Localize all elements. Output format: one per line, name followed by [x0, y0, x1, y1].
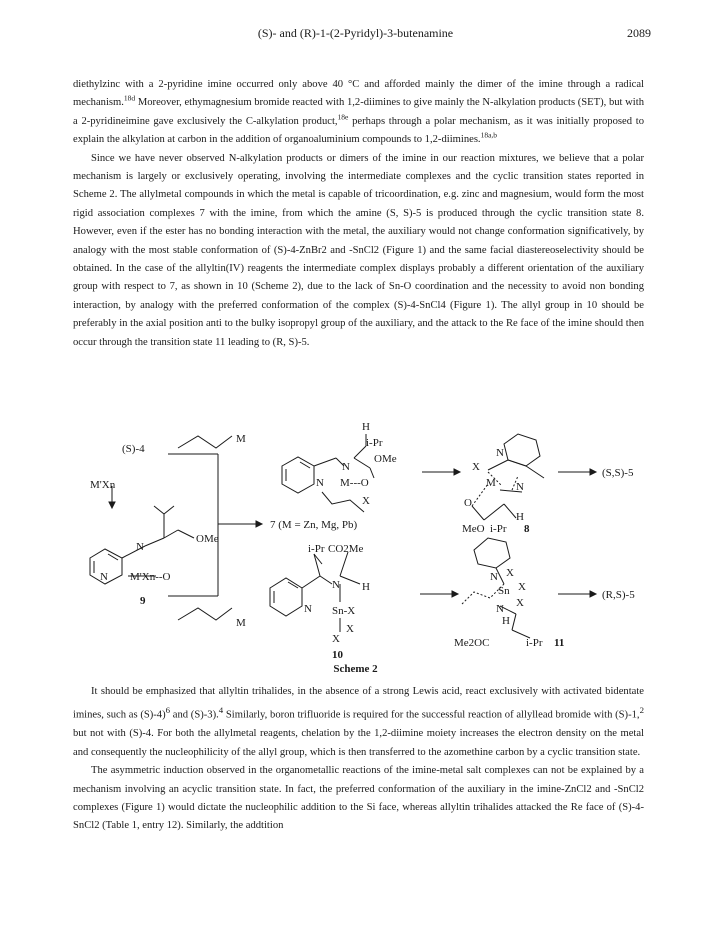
- label-sn-11: Sn: [498, 585, 510, 597]
- scheme-caption: Scheme 2: [333, 663, 378, 675]
- label-compound-9: 9: [140, 595, 146, 607]
- paragraph-2: Since we have never observed N-alkylation products or dimers of the imine in our reaction mixtures, we believe that a polar mechanism is largely or exclusively operating, involving the intermediate complexes and the cyclic transition states reported in Scheme 2. The allylmetal compounds in which the metal is capable of tricoordination, e.g. zinc and magnesium, would form the most rigid association complexes 7 with the imine, from which the amine (S, S)-5 is produced through the cyclic transition state 8. However, even if the ester has no bonding interaction with the metal, the auxiliary would not change conformation significatively, by analogy with the most stable conformation of (S)-4-ZnBr2 and -SnCl2 (Figure 1) and the same facial diastereoselectivity should be obtained. In the case of the allyltin(IV) reagents the intermediate complex displays probably a different orientation of the auxiliary group with respect to 7, as shown in 10 (Scheme 2), due to the lack of Sn-O coordination and the necessity to avoid non bonding interaction, by analogy with the preferred conformation of the complex (S)-4-SnCl4 (Figure 1). The allyl group in 10 should be preferably in the axial position anti to the bulky isopropyl group of the auxiliary, and the attack to the Re face of the imine should then occur through the transition state 11 leading to (R, S)-5.: [73, 152, 644, 348]
- label-o-8: O: [464, 497, 472, 509]
- label-ipr-7: i-Pr: [366, 437, 383, 449]
- label-n-11b: N: [496, 603, 504, 615]
- scheme-2-figure: [70, 408, 650, 658]
- pyridine-ring-8: [504, 434, 540, 466]
- label-compound-11: 11: [554, 637, 565, 649]
- label-x-7: X: [362, 495, 370, 507]
- label-compound-8: 8: [524, 523, 530, 535]
- label-caption-7: 7 (M = Zn, Mg, Pb): [270, 519, 358, 531]
- label-n-10b: N: [304, 603, 312, 615]
- label-h-10: H: [362, 581, 370, 593]
- label-ome-7: OMe: [374, 453, 397, 465]
- label-allyl-m-top: M: [236, 433, 246, 445]
- label-h-7: H: [362, 421, 370, 433]
- pyridine-ring-10: [270, 578, 302, 616]
- label-x-10a: X: [332, 633, 340, 645]
- label-x-8: X: [472, 461, 480, 473]
- label-mx-9: M'Xn--O: [130, 571, 171, 583]
- label-sn-10: Sn-X: [332, 605, 356, 617]
- label-co2me-10: CO2Me: [328, 543, 364, 555]
- label-n-11a: N: [490, 571, 498, 583]
- running-title: (S)- and (R)-1-(2-Pyridyl)-3-butenamine: [257, 26, 454, 40]
- label-ipr-8: i-Pr: [490, 523, 507, 535]
- page-number: 2089: [627, 26, 651, 40]
- label-n1-9: N: [136, 541, 144, 553]
- paragraph-1: diethylzinc with a 2-pyridine imine occurred only above 40 °C and afforded mainly the dimer of the imine through a radical mechanism.$^{18d}$ Moreover, ethymagnesium bromide reacted with 1,2-diimines to give mainly the N-alkylation products (SET), but with a 2-pyridineimine gave exclusively the C-alkylation product,$^{18e}$ perhaps through a polar mechanism, as it was initially proposed to explain the alkylation at carbon in the addition of organoaluminium compounds to 1,2-diimines.$^{18a,b}$: [73, 79, 644, 146]
- paragraph-4: The asymmetric induction observed in the organometallic reactions of the imine-metal salt complexes can not be explained by a mechanism involving an acyclic transition state. In fact, the preferred conformation of the auxiliary in the imine-ZnCl2 and -SnCl2 complexes (Figure 1) would dictate the nucleophilic addition to the Si face, whereas allyltin trihalides attacked the Re face of (S)-4-SnCl2 (Table 1, entry 12). Similarly, the addtition: [73, 765, 644, 832]
- page-header: [0, 26, 711, 42]
- label-mxn: M'Xn: [90, 479, 116, 491]
- label-n-10a: N: [332, 579, 340, 591]
- allyl-group-bottom: [178, 608, 232, 620]
- label-h-8: H: [516, 511, 524, 523]
- label-meo-8: MeO: [462, 523, 485, 535]
- label-x-11b: X: [518, 581, 526, 593]
- pyridine-ring-7: [282, 457, 314, 493]
- label-m-7: M---O: [340, 477, 369, 489]
- label-x-11c: X: [516, 597, 524, 609]
- label-s4: (S)-4: [122, 443, 145, 455]
- allyl-group-7: [322, 492, 364, 512]
- label-me2oc-11: Me2OC: [454, 637, 490, 649]
- label-n-8b: N: [516, 481, 524, 493]
- label-h-11: H: [502, 615, 510, 627]
- label-product-rs: (R,S)-5: [602, 589, 635, 601]
- label-ipr-11: i-Pr: [526, 637, 543, 649]
- label-n-7a: N: [342, 461, 350, 473]
- scheme-drawing: [70, 408, 650, 658]
- body-text-lower: [73, 683, 644, 836]
- label-ipr-10: i-Pr: [308, 543, 325, 555]
- label-x-11a: X: [506, 567, 514, 579]
- label-n-7b: N: [316, 477, 324, 489]
- label-n2-9: N: [100, 571, 108, 583]
- label-ome-9: OMe: [196, 533, 219, 545]
- label-allyl-m-bottom: M: [236, 617, 246, 629]
- label-n-8a: N: [496, 447, 504, 459]
- paragraph-3: It should be emphasized that allyltin trihalides, in the absence of a strong Lewis acid, react exclusively with activated bidentate imines, such as (S)-4)$^6$ and (S)-3).$^4$ Similarly, boron trifluoride is required for the successful reaction of allyllead bromide with (S)-1,$^2$ but not with (S)-4. For both the allylmetal reagents, chelation by the 1,2-diimine moiety increases the electron density on the metal and consequently the nucleophilicity of the allyl group, which is then transferred to the azomethine carbon by a cyclic transition state.: [73, 686, 644, 758]
- pyridine-ring-11: [474, 538, 510, 568]
- body-text-upper: [73, 76, 644, 352]
- label-product-ss: (S,S)-5: [602, 467, 634, 479]
- label-m-8: M: [486, 477, 496, 489]
- label-compound-10: 10: [332, 649, 343, 658]
- allyl-group-top: [178, 436, 232, 448]
- label-x-10b: X: [346, 623, 354, 635]
